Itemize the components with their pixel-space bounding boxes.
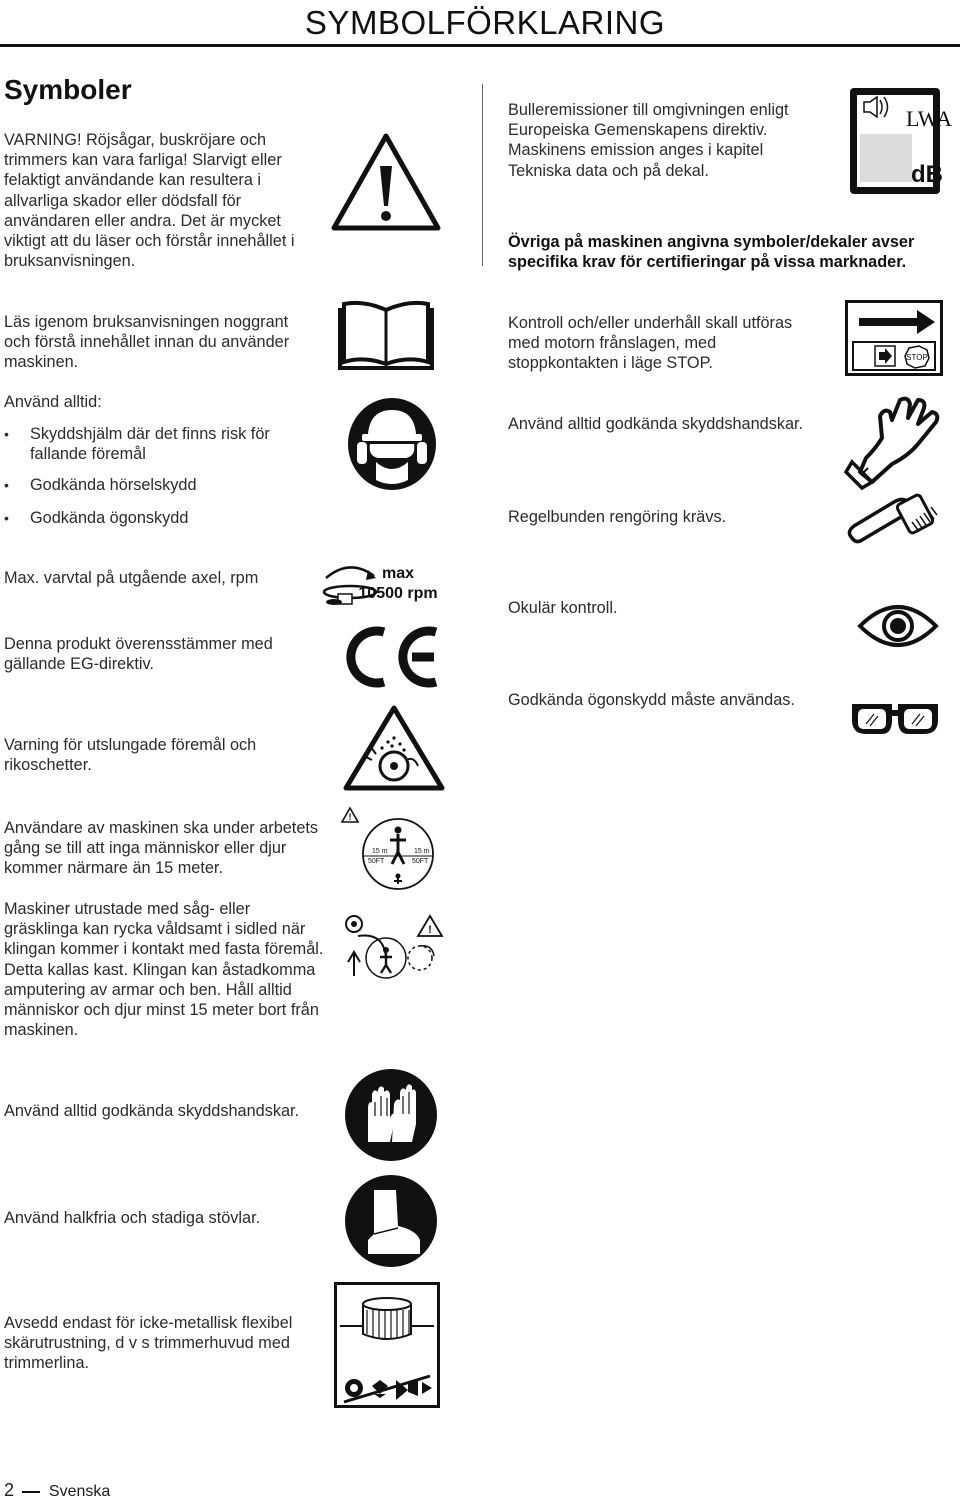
list-item: Godkända hörselskydd — [30, 476, 197, 495]
thrown-objects-warning-icon — [342, 704, 446, 792]
trimmer-head-icon — [334, 1282, 440, 1408]
column-divider — [482, 84, 483, 266]
safety-distance-icon — [340, 806, 446, 892]
cleaning-text: Regelbunden rengöring krävs. — [508, 508, 727, 526]
ce-mark-icon — [340, 624, 444, 690]
helmet-ear-eye-protection-icon — [346, 396, 438, 492]
stop-check-text: Kontroll och/eller underhåll skall utföras med motorn frånslagen, med stoppkontakten i läge STOP. — [508, 314, 793, 373]
other-symbols-text: Övriga på maskinen angivna symboler/dekaler avser specifika krav för certifieringar på vissa marknader. — [508, 233, 915, 272]
max-rpm-icon — [320, 556, 450, 612]
distance-ft-left: 50FT — [368, 858, 385, 865]
page-number: 2 — [4, 1480, 15, 1500]
max-label: max — [381, 565, 415, 582]
list-item: Godkända ögonskydd — [30, 508, 189, 527]
header-rule — [0, 44, 960, 47]
distance-text: Användare av maskinen ska under arbetets gång se till att inga människor eller djur kommer närmare än 15 meter. — [4, 819, 319, 878]
page-language: Svenska — [48, 1483, 111, 1500]
list-item: Skyddshjälm där det finns risk för — [30, 425, 270, 443]
right-gloves-text: Använd alltid godkända skyddshandskar. — [508, 415, 804, 433]
glove-icon — [846, 394, 942, 488]
ce-text: Denna produkt överensstämmer med gällande EG-direktiv. — [4, 635, 273, 674]
page-footer — [4, 1480, 110, 1501]
warning-text: VARNING! Röjsågar, buskröjare och trimmers kan vara farliga! Slarvigt eller felaktigt användande kan resultera i allvarliga skador eller dödsfall för användaren eller andra. Det är mycket viktigt att du läser och förstår innehållet i bruksanvisningen. — [4, 131, 295, 271]
boots-text: Använd halkfria och stadiga stövlar. — [4, 1209, 261, 1227]
gloves-text: Använd alltid godkända skyddshandskar. — [4, 1102, 300, 1120]
open-book-icon — [334, 298, 438, 374]
page-title: SYMBOLFÖRKLARING — [304, 4, 665, 41]
list-item: fallande föremål — [30, 445, 146, 464]
section-heading: Symboler — [4, 74, 132, 105]
boots-badge-icon — [344, 1174, 438, 1268]
svg-text:!: ! — [348, 812, 352, 822]
always-use-label: Använd alltid: — [4, 393, 102, 411]
distance-m-right: 15 m — [414, 848, 430, 855]
kickback-text: Maskiner utrustade med såg- eller gräsklinga kan rycka våldsamt i sidled när klingan kommer i kontakt med fasta föremål. Detta kallas kast. Klingan kan åstadkomma amputering av armar och ben. Håll alltid människor och djur minst 15 meter bort från maskinen. — [4, 900, 324, 1040]
max-speed-text: Max. varvtal på utgående axel, rpm — [4, 569, 259, 587]
thrown-objects-text: Varning för utslungade föremål och rikoschetter. — [4, 736, 257, 775]
ppe-list: • Skyddshjälm där det finns risk för fallande föremål • Godkända hörselskydd • Godkända ögonskydd — [4, 425, 270, 527]
safety-glasses-icon — [848, 698, 942, 738]
db-label: dB — [911, 161, 943, 188]
distance-ft-right: 50FT — [412, 858, 429, 865]
eye-protection-text: Godkända ögonskydd måste användas. — [508, 691, 795, 709]
lwa-label: LWA — [906, 106, 953, 131]
max-rpm-value: 10500 rpm — [358, 585, 438, 602]
noise-lwa-icon — [850, 88, 953, 194]
kickback-icon — [340, 912, 446, 1002]
cleaning-brush-icon — [846, 488, 938, 546]
gloves-badge-icon — [344, 1068, 438, 1162]
warning-triangle-icon — [330, 132, 442, 232]
distance-m-left: 15 m — [372, 848, 388, 855]
trimmer-text: Avsedd endast för icke-metallisk flexibel skärutrustning, d v s trimmerhuvud med trimmerlina. — [4, 1314, 293, 1373]
svg-text:!: ! — [428, 924, 432, 936]
stop-label: STOP — [906, 353, 928, 362]
noise-text: Bulleremissioner till omgivningen enligt Europeiska Gemenskapens direktiv. Maskinens emission anges i kapitel Tekniska data och på dekal. — [508, 101, 789, 180]
engine-stop-icon — [845, 300, 943, 376]
eye-icon — [858, 598, 938, 654]
manual-text: Läs igenom bruksanvisningen noggrant och förstå innehållet innan du använder maskinen. — [4, 313, 290, 372]
visual-check-text: Okulär kontroll. — [508, 599, 618, 617]
